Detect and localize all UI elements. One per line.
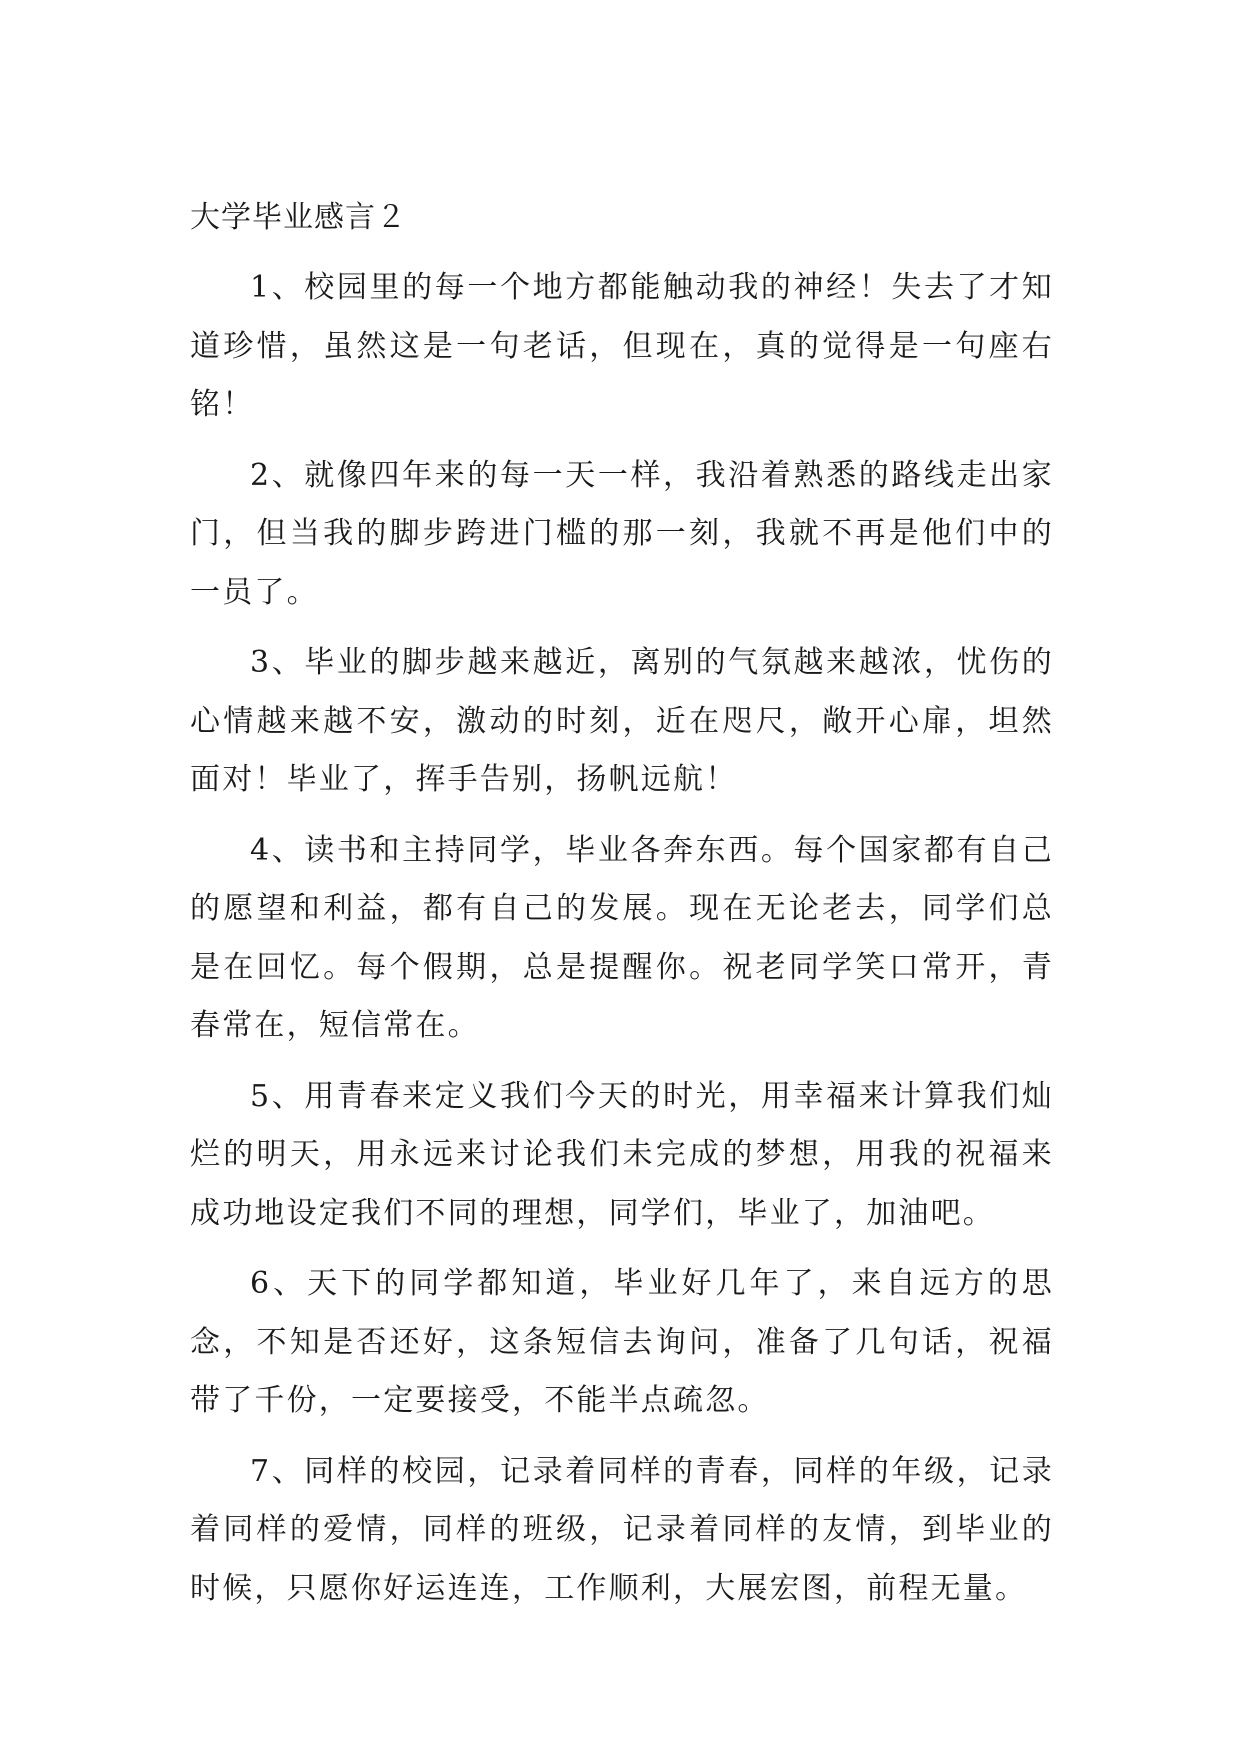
paragraph-3: 3、毕业的脚步越来越近，离别的气氛越来越浓，忧伤的心情越来越不安，激动的时刻，近在咫尺，敞开心扉，坦然面对！毕业了，挥手告别，扬帆远航！: [190, 645, 1054, 797]
document-title: 大学毕业感言２: [190, 200, 407, 235]
paragraph-7: 7、同样的校园，记录着同样的青春，同样的年级，记录着同样的爱情，同样的班级，记录着同样的友情，到毕业的时候，只愿你好运连连，工作顺利，大展宏图，前程无量。: [190, 1453, 1054, 1606]
document-body: [190, 195, 1054, 1630]
paragraph-6: 6、天下的同学都知道，毕业好几年了，来自远方的思念，不知是否还好，这条短信去询问，准备了几句话，祝福带了千份，一定要接受，不能半点疏忽。: [190, 1266, 1054, 1418]
paragraph-5: 5、用青春来定义我们今天的时光，用幸福来计算我们灿烂的明天，用永远来讨论我们未完成的梦想，用我的祝福来成功地设定我们不同的理想，同学们，毕业了，加油吧。: [190, 1078, 1054, 1231]
paragraph-1: 1、校园里的每一个地方都能触动我的神经！失去了才知道珍惜，虽然这是一句老话，但现在，真的觉得是一句座右铭！: [190, 270, 1054, 422]
paragraph-4: 4、读书和主持同学，毕业各奔东西。每个国家都有自己的愿望和利益，都有自己的发展。现在无论老去，同学们总是在回忆。每个假期，总是提醒你。祝老同学笑口常开，青春常在，短信常在。: [190, 832, 1054, 1043]
paragraph-2: 2、就像四年来的每一天一样，我沿着熟悉的路线走出家门，但当我的脚步跨进门槛的那一刻，我就不再是他们中的一员了。: [190, 457, 1054, 610]
